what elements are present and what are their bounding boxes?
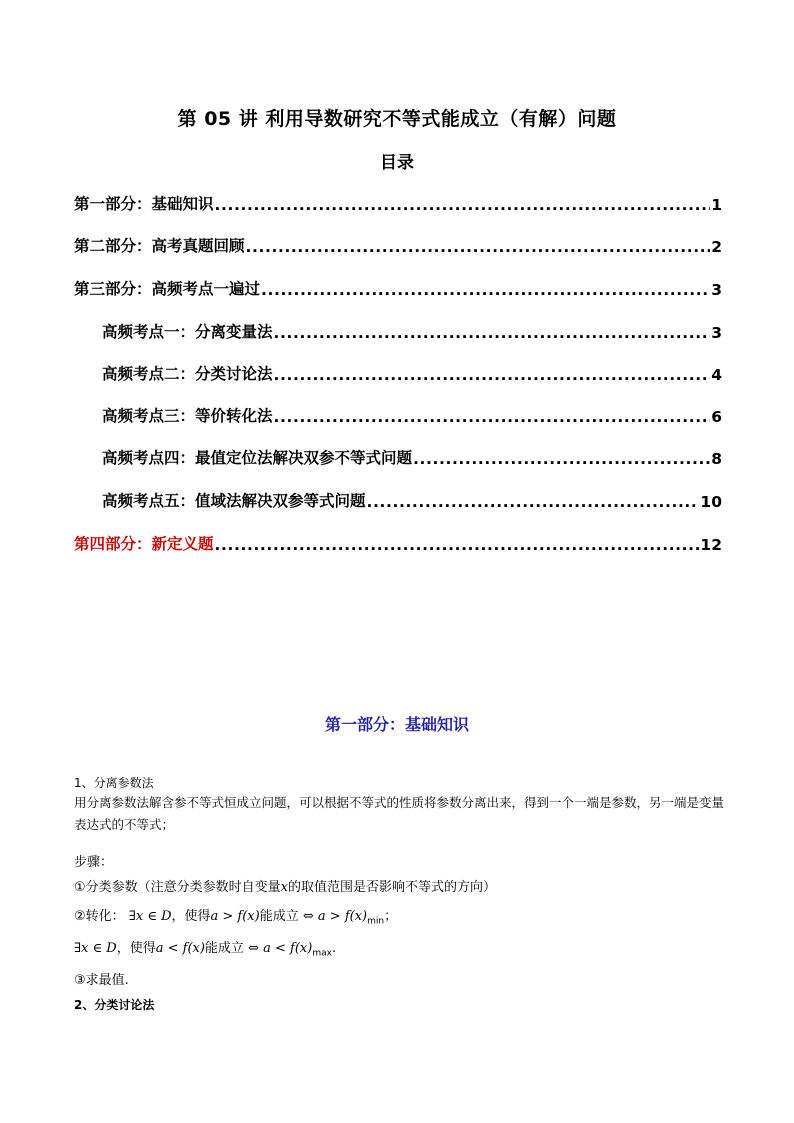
toc-entry[interactable] xyxy=(102,360,722,384)
toc-entry-label: 第一部分：基础知识 xyxy=(74,195,214,213)
step-2b-rhs: a < f(x) xyxy=(263,941,313,956)
toc-leader-dots xyxy=(413,450,710,468)
toc-entry-page: 4 xyxy=(711,366,722,384)
step-2b-end: . xyxy=(331,941,337,956)
step-1-suffix: 的取值范围是否影响不等式的方向） xyxy=(288,880,497,895)
step-2-end: ； xyxy=(384,909,398,924)
subsection-title: 1、分离参数法 xyxy=(74,776,154,790)
toc-leader-dots xyxy=(274,366,711,384)
step-2b xyxy=(74,937,336,959)
toc-entry[interactable] xyxy=(102,402,722,426)
toc-entry-page: 1 xyxy=(711,196,722,214)
toc-leader-dots xyxy=(261,281,710,299)
step-1-variable: x xyxy=(280,880,288,895)
step-2-rhs-sub: min xyxy=(367,916,385,927)
step-3: ③求最值. xyxy=(74,973,129,988)
toc-entry-label: 高频考点四：最值定位法解决双参不等式问题 xyxy=(102,449,413,467)
toc-entry-label: 第二部分：高考真题回顾 xyxy=(74,237,245,255)
step-2b-tail: 能成立 xyxy=(204,941,244,956)
toc-entry-label: 高频考点一：分离变量法 xyxy=(102,323,273,341)
toc-entry[interactable] xyxy=(74,232,722,256)
toc-entry[interactable] xyxy=(102,318,722,342)
subsection-title: 2、分类讨论法 xyxy=(74,998,155,1012)
step-2-tail: 能成立 xyxy=(259,909,299,924)
toc-entry-page: 6 xyxy=(711,408,722,426)
step-2 xyxy=(74,905,397,927)
toc-leader-dots xyxy=(274,324,711,342)
step-2-mid: ，使得 xyxy=(171,909,211,924)
step-2b-inequality: a < f(x) xyxy=(155,941,205,956)
step-2-inequality: a > f(x) xyxy=(210,909,260,924)
toc-entry-page: 8 xyxy=(711,450,722,468)
toc-entry-page: 10 xyxy=(700,493,722,511)
step-2b-rhs-sub: max xyxy=(312,948,332,959)
step-1 xyxy=(74,876,496,895)
toc-leader-dots xyxy=(246,238,711,256)
step-2b-exists: ∃x ∈ D xyxy=(74,941,117,956)
document-title: 第 05 讲 利用导数研究不等式能成立（有解）问题 xyxy=(177,108,617,130)
toc-entry-page: 12 xyxy=(700,536,722,554)
toc-entry[interactable] xyxy=(74,275,722,299)
toc-entry-label: 第三部分：高频考点一遍过 xyxy=(74,280,261,298)
iff-symbol: ⇔ xyxy=(302,909,314,924)
toc-entry-label: 第四部分：新定义题 xyxy=(74,535,214,553)
section-heading: 第一部分：基础知识 xyxy=(324,715,469,734)
step-2-exists: ∃x ∈ D xyxy=(128,909,172,924)
step-2b-mid: ，使得 xyxy=(116,941,156,956)
iff-symbol: ⇔ xyxy=(248,941,259,956)
toc-leader-dots xyxy=(274,408,711,426)
toc-entry-label: 高频考点三：等价转化法 xyxy=(102,407,273,425)
toc-leader-dots xyxy=(215,196,711,214)
toc-entry-page: 2 xyxy=(711,238,722,256)
toc-entry[interactable] xyxy=(102,487,722,511)
step-2-prefix: ②转化： xyxy=(74,909,125,924)
toc-entry-label: 高频考点二：分类讨论法 xyxy=(102,365,273,383)
steps-label: 步骤： xyxy=(74,855,114,870)
toc-entry-page: 3 xyxy=(711,324,722,342)
toc-entry-page: 3 xyxy=(711,281,722,299)
toc-entry[interactable] xyxy=(74,190,722,214)
step-2-rhs: a > f(x) xyxy=(317,909,368,924)
toc-leader-dots xyxy=(215,536,700,554)
step-1-prefix: ①分类参数（注意分类参数时自变量 xyxy=(74,880,281,895)
toc-heading: 目录 xyxy=(380,153,414,173)
paragraph: 用分离参数法解含参不等式恒成立问题，可以根据不等式的性质将参数分离出来，得到一个一端是参数，另一端是变量表达式的不等式； xyxy=(74,795,725,832)
toc-leader-dots xyxy=(367,493,700,511)
toc-entry[interactable] xyxy=(102,444,722,468)
toc-entry-label: 高频考点五：值域法解决双参等式问题 xyxy=(102,492,366,510)
toc-entry[interactable] xyxy=(74,530,722,554)
